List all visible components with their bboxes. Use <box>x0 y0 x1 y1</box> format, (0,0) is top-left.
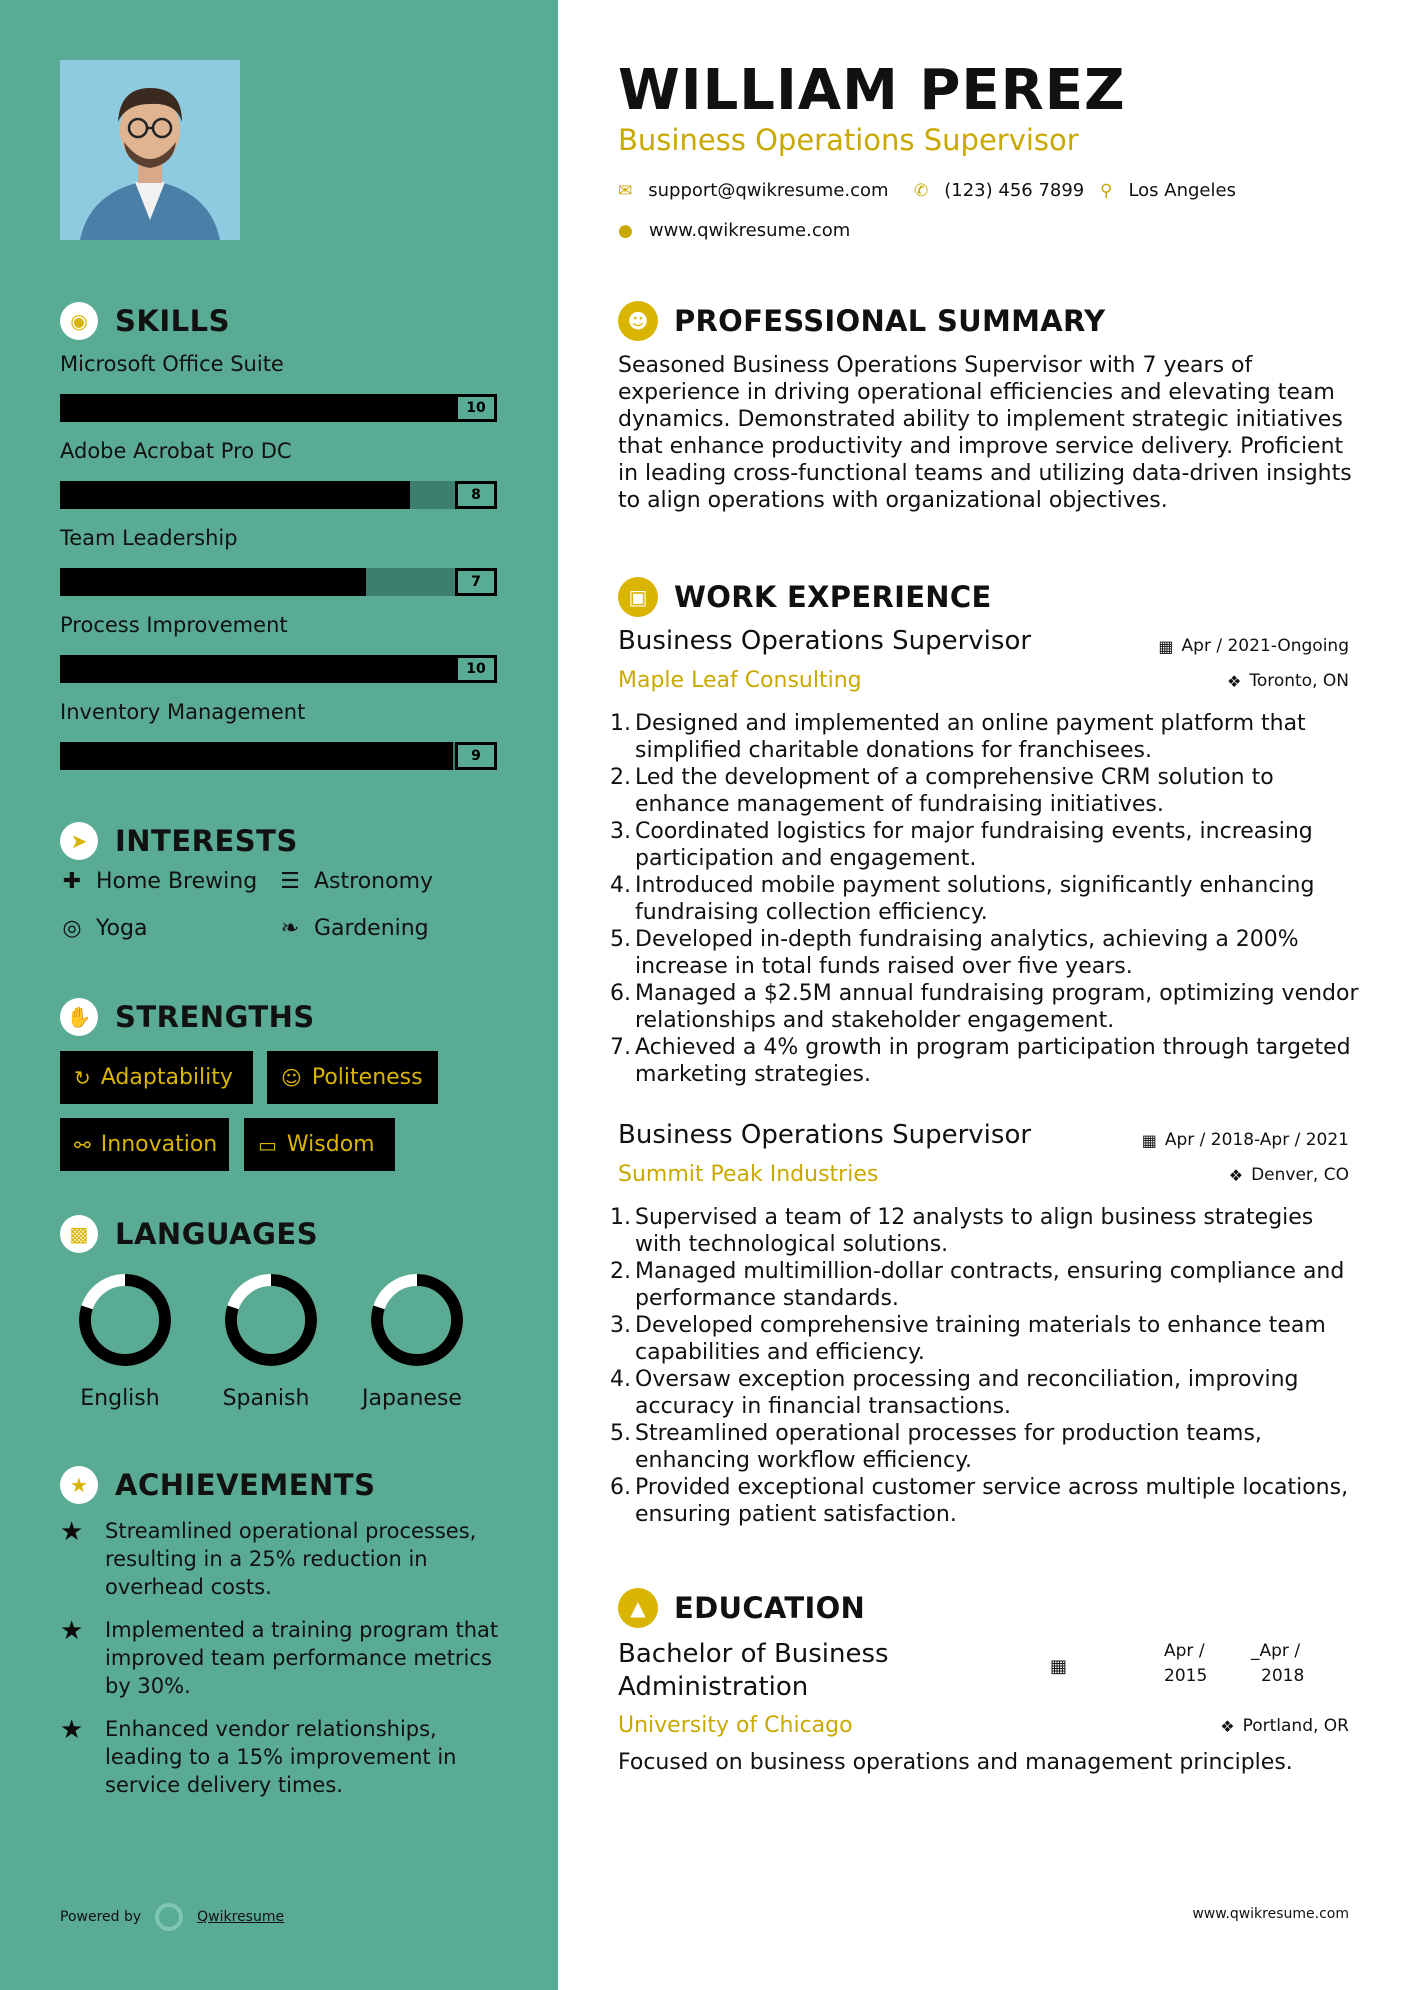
skill-level: 8 <box>455 481 497 509</box>
skill-bar-fill <box>60 568 366 596</box>
phone-text: (123) 456 7899 <box>944 180 1085 201</box>
refresh-icon: ↻ <box>74 1065 91 1090</box>
skill-bar <box>60 481 497 509</box>
email-text[interactable]: support@qwikresume.com <box>648 180 889 201</box>
qwikresume-logo-icon <box>155 1903 183 1931</box>
powered-by-text: Powered by <box>60 1909 142 1925</box>
contact-email <box>618 180 889 201</box>
calendar-icon: ▦ <box>1049 1656 1067 1677</box>
strength-tag <box>267 1051 438 1104</box>
interest-item <box>278 916 429 941</box>
skill-name: Process Improvement <box>60 613 288 637</box>
lightbulb-icon: ◉ <box>60 302 98 340</box>
interest-label: Gardening <box>314 916 429 941</box>
phone-icon: ✆ <box>914 180 929 201</box>
job-bullet: 7. Achieved a 4% growth in program participation through targeted marketing strategies. <box>610 1035 1351 1087</box>
language-label: Japanese <box>362 1386 462 1411</box>
skill-level: 7 <box>455 568 497 596</box>
contact-phone <box>914 180 1084 201</box>
map-pin-icon: ⚲ <box>1100 180 1113 201</box>
footer-url[interactable]: www.qwikresume.com <box>1192 1906 1349 1922</box>
skill-item <box>60 352 500 422</box>
skill-bar-fill <box>60 742 453 770</box>
education-end: _Apr / 2018 <box>1251 1641 1305 1686</box>
education-title: EDUCATION <box>674 1591 866 1625</box>
job-location-text: Denver, CO <box>1251 1165 1349 1185</box>
education-description: Focused on business operations and management principles. <box>618 1750 1293 1775</box>
graduation-icon: ▲ <box>618 1588 658 1628</box>
interest-item <box>60 869 257 894</box>
job-company: Maple Leaf Consulting <box>618 668 862 693</box>
skill-name: Team Leadership <box>60 526 238 550</box>
skill-name: Microsoft Office Suite <box>60 352 284 376</box>
contact-website <box>618 220 850 241</box>
job-bullet: 3. Coordinated logistics for major fundraising events, increasing participation and engagement. <box>610 819 1313 871</box>
interest-label: Yoga <box>96 916 148 941</box>
strengths-heading <box>60 998 315 1036</box>
skills-heading <box>60 302 230 340</box>
star-icon: ★ <box>60 1715 84 1745</box>
skill-item <box>60 526 500 596</box>
calendar-icon: ▦ <box>1158 636 1174 656</box>
strength-label: Innovation <box>100 1132 218 1157</box>
languages-heading <box>60 1215 318 1253</box>
languages-title: LANGUAGES <box>115 1217 319 1251</box>
achievement-text: Streamlined operational processes, resulting in a 25% reduction in overhead costs. <box>105 1519 477 1599</box>
job-dates <box>1158 636 1349 656</box>
skill-bar-fill <box>60 481 410 509</box>
language-ring <box>367 1270 467 1370</box>
smile-icon: ☺ <box>281 1065 302 1090</box>
strength-label: Adaptability <box>100 1065 233 1090</box>
job-bullets <box>610 710 1360 1088</box>
job-bullet: 5. Streamlined operational processes for production teams, enhancing workflow efficiency. <box>610 1421 1262 1473</box>
envelope-icon: ✉ <box>618 180 633 201</box>
language-label: Spanish <box>222 1386 310 1411</box>
lightbulb-icon: ⚯ <box>74 1132 91 1157</box>
pushpin-icon: ❖ <box>1228 1165 1244 1185</box>
location-text: Los Angeles <box>1128 180 1236 201</box>
sidebar <box>0 0 558 1990</box>
job-bullet: 6. Managed a $2.5M annual fundraising program, optimizing vendor relationships and stakeholder engagement. <box>610 981 1359 1033</box>
skill-level: 9 <box>455 742 497 770</box>
skill-bar <box>60 568 497 596</box>
education-heading <box>618 1588 865 1628</box>
skill-name: Adobe Acrobat Pro DC <box>60 439 292 463</box>
job-dates-text: Apr / 2018-Apr / 2021 <box>1164 1130 1349 1150</box>
star-icon: ★ <box>60 1517 84 1547</box>
star-icon: ★ <box>60 1616 84 1646</box>
job-bullet: 1. Supervised a team of 12 analysts to align business strategies with technological solutions. <box>610 1205 1314 1257</box>
skill-bar <box>60 742 497 770</box>
degree-line-1: Bachelor of Business <box>618 1639 889 1669</box>
person-name: WILLIAM PEREZ <box>618 58 1126 123</box>
job-bullet: 1. Designed and implemented an online payment platform that simplified charitable donations for franchisees. <box>610 711 1306 763</box>
skill-level: 10 <box>455 655 497 683</box>
puzzle-icon: ✚ <box>62 869 82 894</box>
utensils-icon: ☰ <box>280 869 300 894</box>
interest-item <box>278 869 433 894</box>
interests-heading <box>60 822 298 860</box>
experience-heading <box>618 577 992 617</box>
calendar-icon: ▦ <box>1141 1130 1157 1150</box>
achievement-item <box>60 1517 500 1601</box>
achievement-item <box>60 1715 500 1799</box>
summary-heading <box>618 301 1105 341</box>
interest-label: Home Brewing <box>96 869 258 894</box>
language-ring <box>75 1270 175 1370</box>
star-badge-icon: ★ <box>60 1466 98 1504</box>
education-school: University of Chicago <box>618 1713 853 1738</box>
skill-item <box>60 613 500 683</box>
skill-bar-fill <box>60 394 497 422</box>
job-bullet: 3. Developed comprehensive training materials to enhance team capabilities and efficiency. <box>610 1313 1326 1365</box>
experience-title: WORK EXPERIENCE <box>674 580 992 614</box>
job-bullet: 2. Managed multimillion-dollar contracts, ensuring compliance and performance standards. <box>610 1259 1345 1311</box>
language-ring <box>221 1270 321 1370</box>
job-bullet: 4. Oversaw exception processing and reconciliation, improving accuracy in financial transactions. <box>610 1367 1299 1419</box>
education-degree <box>618 1638 889 1704</box>
strength-label: Politeness <box>311 1065 423 1090</box>
language-label: English <box>80 1386 160 1411</box>
job-dates <box>1142 1130 1349 1150</box>
achievement-text: Enhanced vendor relationships, leading to a 15% improvement in service delivery times. <box>105 1717 457 1797</box>
profile-photo <box>60 60 240 240</box>
qwikresume-link[interactable]: Qwikresume <box>197 1909 285 1925</box>
book-icon: ▭ <box>258 1132 277 1157</box>
job-bullet: 6. Provided exceptional customer service across multiple locations, ensuring patient satisfaction. <box>610 1475 1349 1527</box>
achievement-text: Implemented a training program that improved team performance metrics by 30%. <box>105 1618 499 1698</box>
education-location: ❖ Portland, OR <box>1220 1716 1349 1736</box>
language-icon: ▩ <box>60 1215 98 1253</box>
skill-bar-fill <box>60 655 497 683</box>
person-role: Business Operations Supervisor <box>618 123 1079 157</box>
job-bullet: 2. Led the development of a comprehensive CRM solution to enhance management of fundraising initiatives. <box>610 765 1274 817</box>
leaf-icon: ❧ <box>280 916 300 941</box>
job-dates-text: Apr / 2021-Ongoing <box>1181 636 1349 656</box>
job-location <box>1229 1165 1349 1185</box>
pushpin-icon: ❖ <box>1220 1716 1235 1736</box>
degree-line-2: Administration <box>618 1672 809 1702</box>
globe-icon: ● <box>618 220 633 241</box>
skill-item <box>60 700 500 770</box>
job-title: Business Operations Supervisor <box>618 1120 1032 1150</box>
strengths-title: STRENGTHS <box>115 1000 315 1034</box>
strength-tag <box>60 1118 229 1171</box>
language-item <box>60 1270 180 1411</box>
achievement-item <box>60 1616 500 1700</box>
briefcase-icon: ▣ <box>618 577 658 617</box>
job-bullet: 5. Developed in-depth fundraising analytics, achieving a 200% increase in total funds raised over five years. <box>610 927 1299 979</box>
summary-text: Seasoned Business Operations Supervisor with 7 years of experience in driving operational efficiencies and elevating team dynamics. Demonstrated ability to implement strategic initiatives that enhance productivity and improve service delivery. Proficient in leading cross-functional teams and utilizing data-driven insights to align operations with organizational objectives. <box>618 353 1352 513</box>
strength-tag <box>60 1051 253 1104</box>
paper-plane-icon: ➤ <box>60 822 98 860</box>
job-company: Summit Peak Industries <box>618 1162 879 1187</box>
job-location-text: Toronto, ON <box>1249 671 1349 691</box>
skill-item <box>60 439 500 509</box>
fist-icon: ✋ <box>60 998 98 1036</box>
skills-title: SKILLS <box>115 304 230 338</box>
summary-title: PROFESSIONAL SUMMARY <box>674 304 1106 338</box>
skill-name: Inventory Management <box>60 700 306 724</box>
education-start: Apr / 2015 <box>1164 1641 1208 1686</box>
strength-tag <box>244 1118 395 1171</box>
skill-bar <box>60 655 497 683</box>
skill-level: 10 <box>455 394 497 422</box>
website-text[interactable]: www.qwikresume.com <box>648 220 851 241</box>
job-bullet: 4. Introduced mobile payment solutions, significantly enhancing fundraising collection efficiency. <box>610 873 1315 925</box>
contact-location <box>1100 180 1236 201</box>
achievements-heading <box>60 1466 375 1504</box>
user-icon: ☻ <box>618 301 658 341</box>
achievements-title: ACHIEVEMENTS <box>115 1468 376 1502</box>
language-item <box>206 1270 326 1411</box>
job-location <box>1227 671 1349 691</box>
language-item <box>352 1270 472 1411</box>
interests-title: INTERESTS <box>115 824 298 858</box>
pushpin-icon: ❖ <box>1226 671 1242 691</box>
interest-label: Astronomy <box>314 869 434 894</box>
interest-item <box>60 916 147 941</box>
powered-by <box>60 1903 284 1931</box>
job-title: Business Operations Supervisor <box>618 626 1032 656</box>
life-ring-icon: ◎ <box>62 916 82 941</box>
skill-bar <box>60 394 497 422</box>
strength-label: Wisdom <box>286 1132 375 1157</box>
job-bullets <box>610 1204 1360 1528</box>
